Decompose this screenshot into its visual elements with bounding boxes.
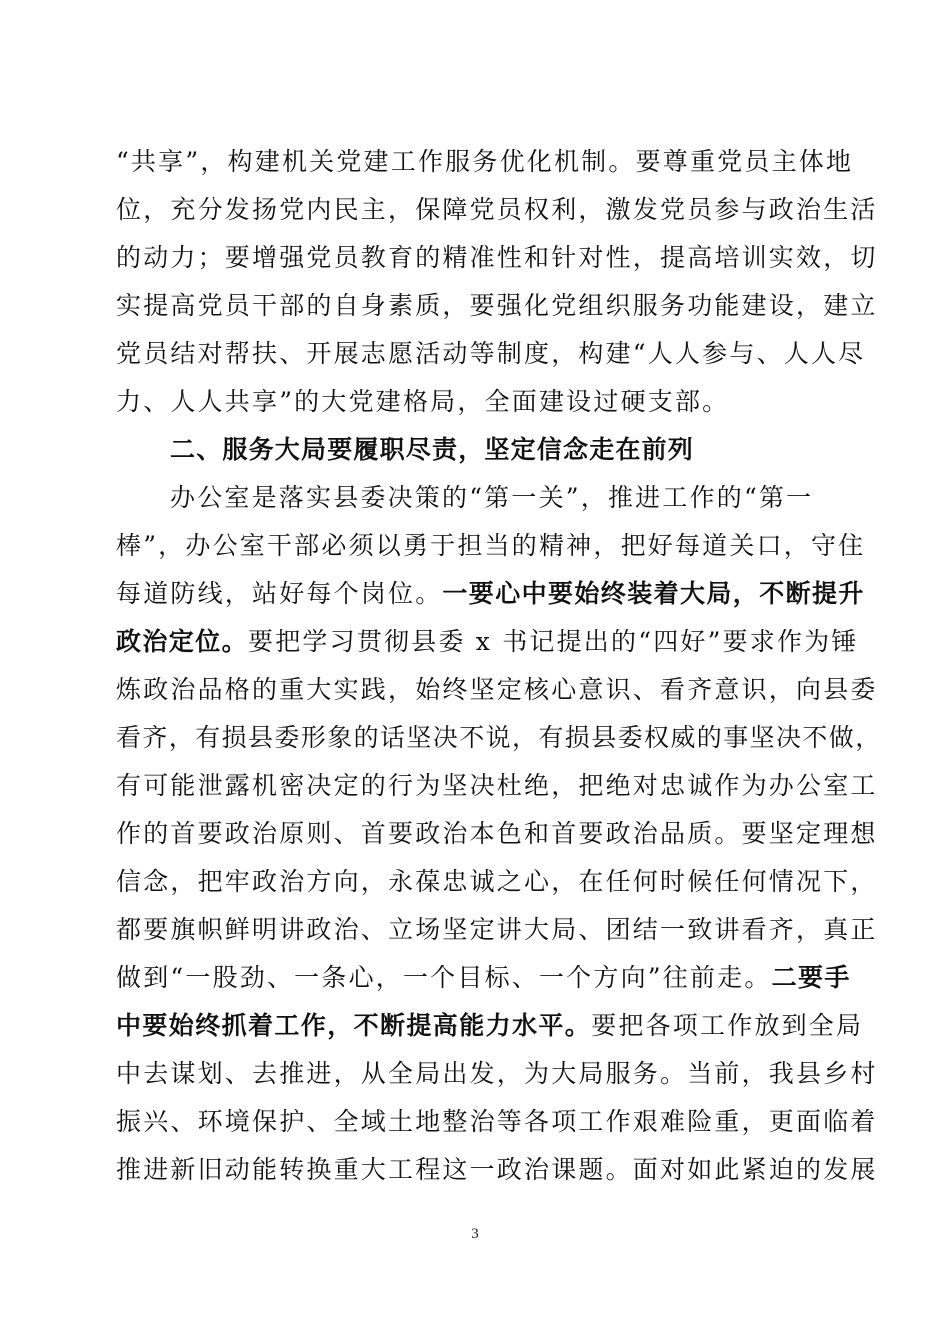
- text-line: 办公室是落实县委决策的“第一关”，推进工作的“第一: [170, 483, 814, 512]
- text-line: 中去谋划、去推进，从全局出发，为大局服务。当前，我县乡村: [116, 1059, 878, 1088]
- body-text: [116, 138, 882, 1194]
- text-line: 实提高党员干部的自身素质，要强化党组织服务功能建设，建立: [116, 291, 878, 320]
- text-line: 看齐，有损县委形象的话坚决不说，有损县委权威的事坚决不做，: [116, 723, 882, 752]
- text-line: [116, 618, 859, 666]
- bold-text: 中要始终抓着工作，不断提高能力水平。: [116, 1011, 592, 1040]
- page-number: 3: [471, 1226, 479, 1242]
- plain-text: 做到“一股劲、一条心，一个目标、一个方向”往前走。: [116, 963, 772, 992]
- text-line: 振兴、环境保护、全域土地整治等各项工作艰难险重，更面临着: [116, 1107, 878, 1136]
- text-line: 都要旗帜鲜明讲政治、立场坚定讲大局、团结一致讲看齐，真正: [116, 915, 878, 944]
- text-line: 棒”，办公室干部必须以勇于担当的精神，把好每道关口，守住: [116, 531, 866, 560]
- text-line: 位，充分发扬党内民主，保障党员权利，激发党员参与政治生活: [116, 195, 878, 224]
- text-line: [116, 570, 865, 618]
- text-line: 力、人人共享”的大党建格局，全面建设过硬支部。: [116, 387, 730, 416]
- bold-text: 二要手: [771, 963, 851, 992]
- text-line: “共享”，构建机关党建工作服务优化机制。要尊重党员主体地: [116, 147, 854, 176]
- text-line: 作的首要政治原则、首要政治本色和首要政治品质。要坚定理想: [116, 819, 878, 848]
- text-line: [116, 954, 851, 1002]
- bold-text: 一要心中要始终装着大局，不断提升: [442, 579, 865, 608]
- text-line: 炼政治品格的重大实践，始终坚定核心意识、看齐意识，向县委: [116, 675, 878, 704]
- text-line: 党员结对帮扶、开展志愿活动等制度，构建“人人参与、人人尽: [116, 339, 866, 368]
- bold-text: 政治定位。: [116, 627, 249, 656]
- text-line: 的动力；要增强党员教育的精准性和针对性，提高培训实效，切: [116, 243, 878, 272]
- plain-text: 每道防线，站好每个岗位。: [116, 579, 443, 608]
- plain-text: 要把学习贯彻县委 x 书记提出的“四好”要求作为锤: [248, 627, 859, 656]
- text-line: 有可能泄露机密决定的行为坚决杜绝，把绝对忠诚作为办公室工: [116, 771, 878, 800]
- text-line: 推进新旧动能转换重大工程这一政治课题。面对如此紧迫的发展: [116, 1155, 878, 1184]
- plain-text: 要把各项工作放到全局: [591, 1011, 864, 1040]
- text-line: [116, 1002, 864, 1050]
- section-heading: 二、服务大局要履职尽责，坚定信念走在前列: [170, 435, 695, 464]
- text-line: 信念，把牢政治方向，永葆忠诚之心，在任何时候任何情况下，: [116, 867, 878, 896]
